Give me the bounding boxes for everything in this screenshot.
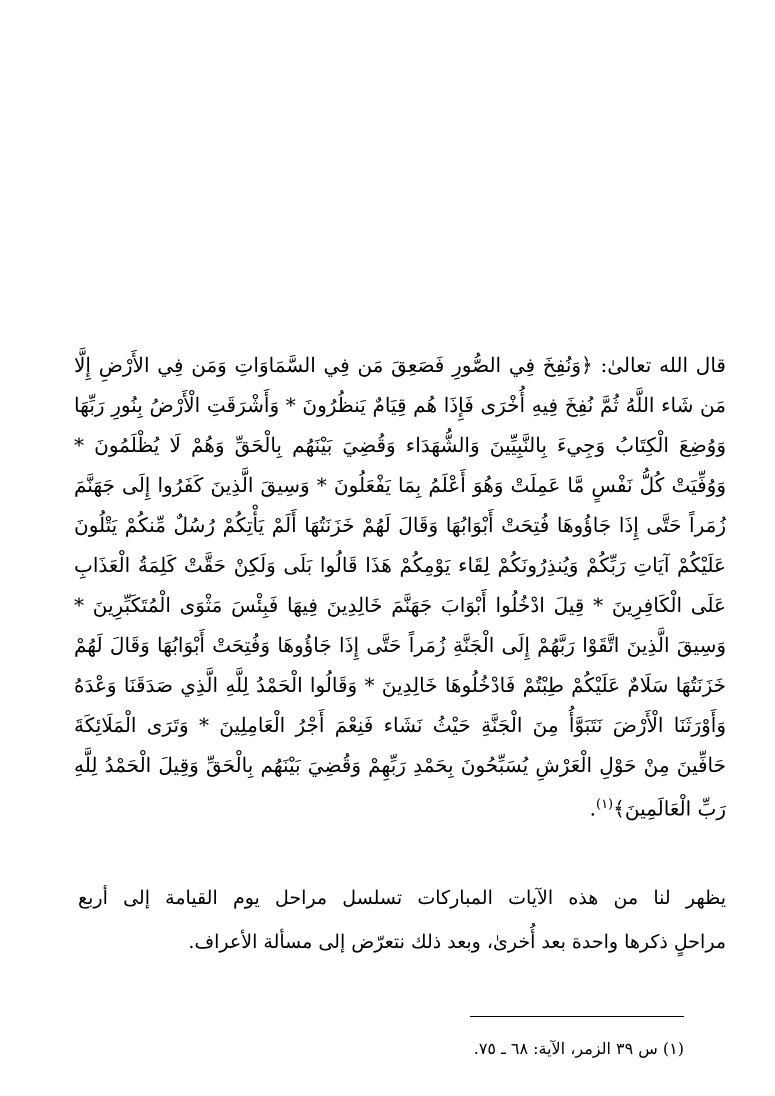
verse-line: زُمَراً حَتَّى إِذَا جَاؤُوهَا فُتِحَتْ أَبْوَابُهَا وَقَالَ لَهُمْ خَزَنَتُهَا أَلَمْ يَأْتِكُمْ رُسُلٌ مِّنكُمْ يَتْلُونَ: [74, 513, 726, 537]
verse-line: خَزَنَتُهَا سَلَامٌ عَلَيْكُمْ طِبْتُمْ فَادْخُلُوهَا خَالِدِينَ * وَقَالُوا الْحَمْدُ لِلَّهِ الَّذِي صَدَقَنَا وَعْدَهُ: [74, 673, 726, 697]
verse-line: قال الله تعالىٰ: ﴿وَنُفِخَ فِي الصُّورِ فَصَعِقَ مَن فِي السَّمَاوَاتِ وَمَن فِي الأَرْضِ إِلَّا: [74, 353, 726, 377]
verse-line: عَلَى الْكَافِرِينَ * قِيلَ ادْخُلُوا أَبْوَابَ جَهَنَّمَ خَالِدِينَ فِيهَا فَبِئْسَ مَثْوَى الْمُتَكَبِّرِينَ *: [74, 593, 726, 617]
verse-end-punctuation: .: [589, 796, 596, 821]
verse-line-text: رَبِّ الْعَالَمِينَ﴾: [613, 796, 726, 821]
verse-line: وَأَوْرَثَنَا الْأَرْضَ نَتَبَوَّأُ مِنَ الْجَنَّةِ حَيْثُ نَشَاء فَنِعْمَ أَجْرُ الْعَامِلِينَ * وَتَرَى الْمَلَائِكَةَ: [74, 713, 726, 737]
body-line: مراحلٍ ذكرها واحدة بعد أُخرىٰ، وبعد ذلك نتعرّض إلى مسألة الأعراف.: [188, 931, 726, 953]
verse-line: حَافِّينَ مِنْ حَوْلِ الْعَرْشِ يُسَبِّحُونَ بِحَمْدِ رَبِّهِمْ وَقُضِيَ بَيْنَهُم بِالْحَقِّ وَقِيلَ الْحَمْدُ لِلَّهِ: [74, 753, 726, 777]
body-line: يظهر لنا من هذه الآيات المباركات تسلسل مراحل يوم القيامة إلى أربع: [78, 887, 726, 909]
footnote-text: (١) س ٣٩ الزمر، الآية: ٦٨ ـ ٧٥.: [473, 1039, 684, 1058]
verse-line: وَوُضِعَ الْكِتَابُ وَجِيءَ بِالنَّبِيِّينَ وَالشُّهَدَاء وَقُضِيَ بَيْنَهُم بِالْحَقِّ وَهُمْ لَا يُظْلَمُونَ *: [74, 433, 726, 457]
footnote-marker: (١): [595, 797, 614, 812]
quran-verse-block: [74, 345, 726, 825]
body-paragraph: [78, 876, 726, 964]
verse-line: وَسِيقَ الَّذِينَ اتَّقَوْا رَبَّهُمْ إِلَى الْجَنَّةِ زُمَراً حَتَّى إِذَا جَاؤُوهَا وَفُتِحَتْ أَبْوَابُهَا وَقَالَ لَهُمْ: [74, 633, 726, 657]
verse-last-line: [74, 785, 726, 825]
verse-line: عَلَيْكُمْ آيَاتِ رَبِّكُمْ وَيُنذِرُونَكُمْ لِقَاء يَوْمِكُمْ هَذَا قَالُوا بَلَى وَلَكِنْ حَقَّتْ كَلِمَةُ الْعَذَابِ: [74, 553, 726, 577]
verse-line: وَوُفِّيَتْ كُلُّ نَفْسٍ مَّا عَمِلَتْ وَهُوَ أَعْلَمُ بِمَا يَفْعَلُونَ * وَسِيقَ الَّذِينَ كَفَرُوا إِلَى جَهَنَّمَ: [74, 473, 726, 497]
footnote-separator: [470, 1016, 684, 1017]
verse-line: مَن شَاء اللَّهُ ثُمَّ نُفِخَ فِيهِ أُخْرَى فَإِذَا هُم قِيَامٌ يَنظُرُونَ * وَأَشْرَقَتِ الْأَرْضُ بِنُورِ رَبِّهَا: [74, 393, 726, 417]
